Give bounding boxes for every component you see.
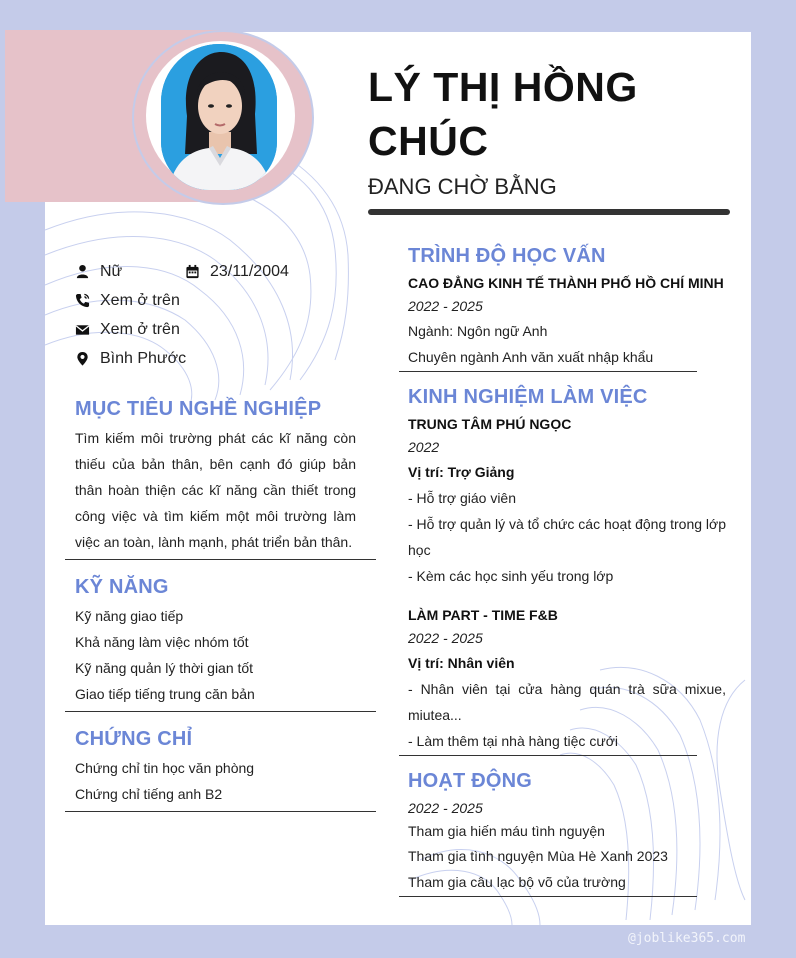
activity-item: Tham gia tình nguyện Mùa Hè Xanh 2023 <box>408 848 668 864</box>
dob-field <box>210 263 289 281</box>
experience-title: KINH NGHIỆM LÀM VIỆC <box>408 386 648 408</box>
job-duty: - Làm thêm tại nhà hàng tiệc cưới <box>408 733 618 749</box>
email-value: Xem ở trên <box>100 321 180 338</box>
divider <box>65 711 376 712</box>
education-title: TRÌNH ĐỘ HỌC VẤN <box>408 245 606 267</box>
dob-value: 23/11/2004 <box>210 263 289 280</box>
education-school: CAO ĐẲNG KINH TẾ THÀNH PHỐ HỒ CHÍ MINH <box>408 275 724 291</box>
profile-photo <box>161 44 277 190</box>
divider <box>399 371 697 372</box>
job-company: TRUNG TÂM PHÚ NGỌC <box>408 416 572 432</box>
job-duty: - Hỗ trợ quản lý và tổ chức các hoạt động trong lớp học <box>408 516 727 558</box>
candidate-status: ĐANG CHỜ BẰNG <box>368 174 557 199</box>
activities-title: HOẠT ĐỘNG <box>408 770 533 792</box>
calendar-icon <box>185 264 200 279</box>
map-pin-icon <box>75 351 90 366</box>
phone-value: Xem ở trên <box>100 292 180 309</box>
location-value: Bình Phước <box>100 350 187 367</box>
activity-item: Tham gia hiến máu tình nguyện <box>408 823 605 839</box>
job-duty: - Hỗ trợ giáo viên <box>408 490 517 506</box>
divider <box>65 811 376 812</box>
education-specialty: Chuyên ngành Anh văn xuất nhập khẩu <box>408 349 654 365</box>
location-field <box>100 350 186 368</box>
skill-item: Kỹ năng quản lý thời gian tốt <box>75 660 254 676</box>
job-period: 2022 - 2025 <box>408 630 483 646</box>
divider <box>65 559 376 560</box>
activities-period: 2022 - 2025 <box>408 800 483 816</box>
gender-value: Nữ <box>100 263 123 280</box>
certificates-title: CHỨNG CHỈ <box>75 728 193 750</box>
job-company: LÀM PART - TIME F&B <box>408 607 558 623</box>
education-period: 2022 - 2025 <box>408 298 483 314</box>
candidate-name <box>368 60 748 168</box>
education-major: Ngành: Ngôn ngữ Anh <box>408 323 548 339</box>
job-position: Vị trí: Nhân viên <box>408 655 515 671</box>
envelope-icon <box>75 322 90 337</box>
skill-item: Khả năng làm việc nhóm tốt <box>75 634 249 650</box>
job-period: 2022 <box>408 439 440 455</box>
certificate-item: Chứng chỉ tiếng anh B2 <box>75 786 223 802</box>
email-field <box>100 321 180 339</box>
name-line-1: LÝ THỊ HỒNG <box>368 64 638 110</box>
divider <box>399 896 697 897</box>
watermark: @joblike365.com <box>628 931 746 946</box>
skills-title: KỸ NĂNG <box>75 576 169 598</box>
name-line-2: CHÚC <box>368 118 489 164</box>
skill-item: Giao tiếp tiếng trung căn bản <box>75 686 255 702</box>
job-duty: - Nhân viên tại cửa hàng quán trà sữa mixue, miutea... <box>408 681 726 723</box>
divider <box>399 755 697 756</box>
job-position: Vị trí: Trợ Giảng <box>408 464 515 480</box>
title-underline <box>368 209 730 215</box>
user-icon <box>75 264 90 279</box>
activity-item: Tham gia câu lạc bộ võ của trường <box>408 874 626 890</box>
objective-title: MỤC TIÊU NGHỀ NGHIỆP <box>75 398 322 420</box>
gender-field <box>100 263 122 281</box>
certificate-item: Chứng chỉ tin học văn phòng <box>75 760 255 776</box>
objective-text: Tìm kiếm môi trường phát các kĩ năng còn thiếu của bản thân, bên cạnh đó giúp bản thân hoàn thiện các kĩ năng cần thiết trong công việc và tìm kiếm một môi trường làm việc an toàn, lành mạnh, phát triển bản thân. <box>75 430 356 550</box>
phone-field <box>100 292 180 310</box>
job-duty: - Kèm các học sinh yếu trong lớp <box>408 568 614 584</box>
skill-item: Kỹ năng giao tiếp <box>75 608 184 624</box>
phone-icon <box>75 293 90 308</box>
